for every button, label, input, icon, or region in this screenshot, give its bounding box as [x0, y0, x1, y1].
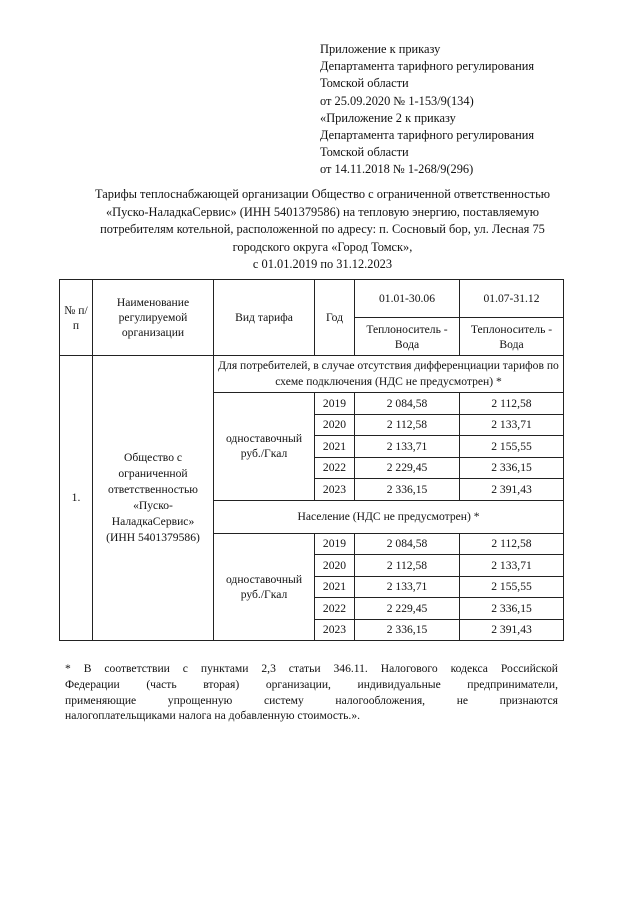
year-cell: 2023 [315, 619, 355, 641]
value-cell: 2 084,58 [355, 533, 460, 555]
appendix-line: Приложение к приказу [320, 42, 441, 56]
title-line: городского округа «Город Томск», [232, 239, 413, 254]
header-num: № п/п [60, 280, 93, 356]
value-cell: 2 133,71 [355, 436, 460, 458]
footnote-line: Федерации (часть вторая) организации, индивидуальные предприниматели, [65, 677, 558, 691]
footnote [65, 661, 558, 724]
appendix-line: Департамента тарифного регулирования [320, 59, 535, 74]
header-period-2: 01.07-31.12 [460, 280, 564, 318]
value-cell: 2 112,58 [355, 555, 460, 577]
year-cell: 2022 [315, 457, 355, 479]
appendix-line: «Приложение 2 к приказу [320, 110, 456, 125]
year-cell: 2019 [315, 533, 355, 555]
year-cell: 2020 [315, 414, 355, 436]
value-cell: 2 133,71 [460, 414, 564, 436]
value-cell: 2 112,58 [460, 533, 564, 555]
value-cell: 2 112,58 [460, 393, 564, 415]
header-period-1: 01.01-30.06 [355, 280, 460, 318]
appendix-line: Томской области [320, 76, 409, 91]
header-year: Год [315, 280, 355, 356]
value-cell: 2 336,15 [355, 619, 460, 641]
year-cell: 2019 [315, 393, 355, 415]
value-cell: 2 133,71 [460, 555, 564, 577]
year-cell: 2023 [315, 479, 355, 501]
group-title-population: Население (НДС не предусмотрен) * [214, 500, 564, 533]
footnote-line: применяющие упрощенную систему налогообложения, не признаются [65, 693, 558, 707]
tariff-type-cell: одноставочный руб./Гкал [214, 533, 315, 641]
value-cell: 2 229,45 [355, 598, 460, 620]
value-cell: 2 336,15 [460, 598, 564, 620]
title-line: Тарифы теплоснабжающей организации Общество с ограниченной ответственностью [95, 187, 550, 201]
year-cell: 2020 [315, 555, 355, 577]
header-tariff-type: Вид тарифа [214, 280, 315, 356]
year-cell: 2022 [315, 598, 355, 620]
organization-name: Общество с ограниченной ответственностью «Пуско-НаладкаСервис» (ИНН 5401379586) [93, 356, 214, 641]
appendix-line: Томской области [320, 145, 409, 160]
header-carrier-1: Теплоноситель - Вода [355, 318, 460, 356]
footnote-line: * В соответствии с пунктами 2,3 статьи 346.11. Налогового кодекса Российской [65, 662, 558, 675]
value-cell: 2 336,15 [355, 479, 460, 501]
appendix-reference [320, 41, 534, 179]
value-cell: 2 133,71 [355, 576, 460, 598]
appendix-line: от 14.11.2018 № 1-268/9(296) [320, 162, 474, 177]
tariff-table [59, 279, 564, 641]
year-cell: 2021 [315, 436, 355, 458]
year-cell: 2021 [315, 576, 355, 598]
footnote-line: налогоплательщиками налога на добавленную стоимость.». [65, 709, 361, 723]
value-cell: 2 391,43 [460, 619, 564, 641]
row-number: 1. [60, 356, 93, 641]
title-line: потребителям котельной, расположенной по адресу: п. Сосновый бор, ул. Лесная 75 [100, 222, 545, 237]
title-line: «Пуско-НаладкаСервис» (ИНН 5401379586) на тепловую энергию, поставляемую [105, 204, 540, 219]
value-cell: 2 155,55 [460, 576, 564, 598]
document-title [60, 186, 585, 274]
value-cell: 2 229,45 [355, 457, 460, 479]
value-cell: 2 112,58 [355, 414, 460, 436]
title-line: с 01.01.2019 по 31.12.2023 [252, 257, 393, 272]
appendix-line: Департамента тарифного регулирования [320, 128, 535, 143]
header-carrier-2: Теплоноситель - Вода [460, 318, 564, 356]
value-cell: 2 155,55 [460, 436, 564, 458]
group-title-consumers: Для потребителей, в случае отсутствия дифференциации тарифов по схеме подключения (НДС не предусмотрен) * [214, 356, 564, 393]
tariff-type-cell: одноставочный руб./Гкал [214, 393, 315, 501]
value-cell: 2 084,58 [355, 393, 460, 415]
appendix-line: от 25.09.2020 № 1-153/9(134) [320, 93, 474, 108]
value-cell: 2 391,43 [460, 479, 564, 501]
value-cell: 2 336,15 [460, 457, 564, 479]
header-org: Наименование регулируемой организации [93, 280, 214, 356]
